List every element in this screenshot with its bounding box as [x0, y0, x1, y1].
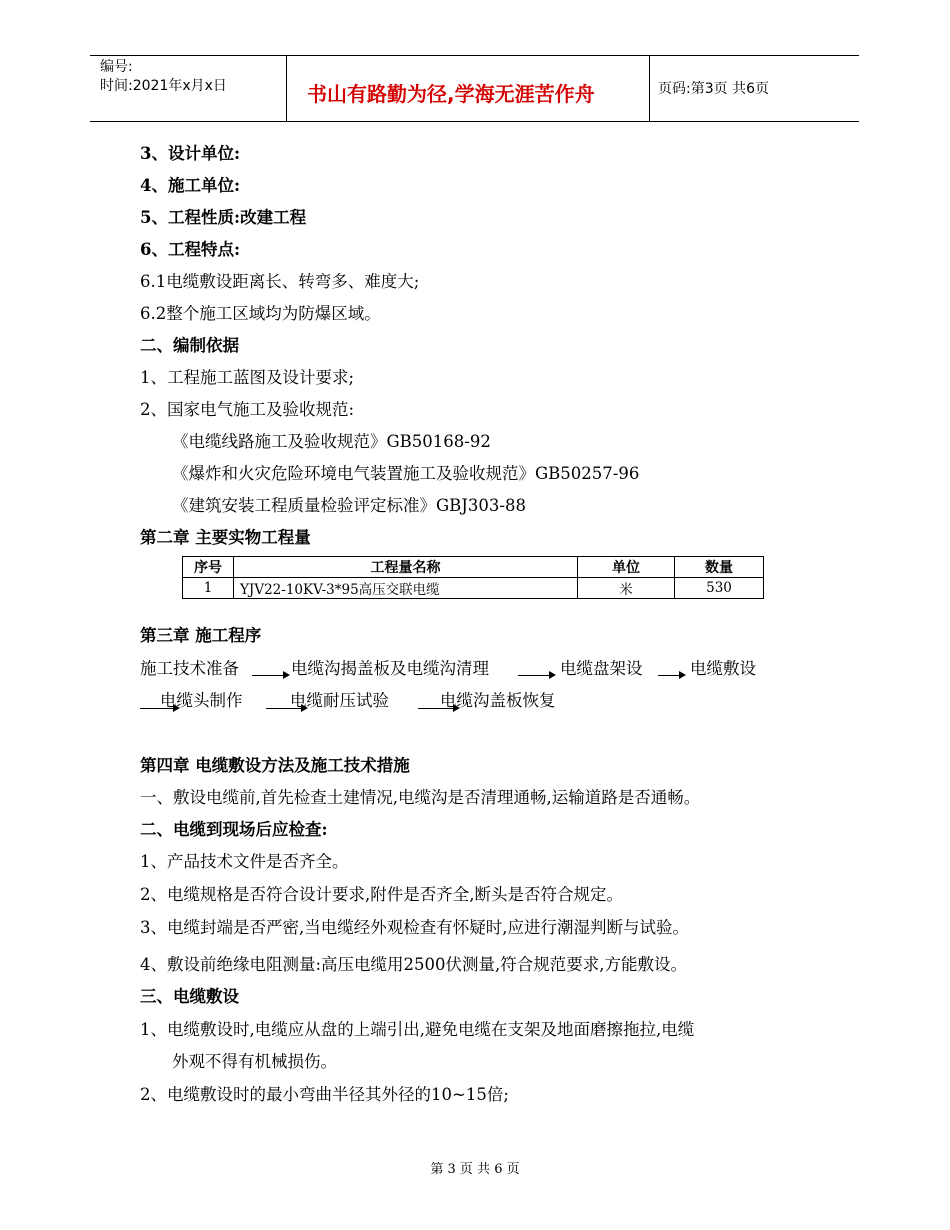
header-top-rule	[90, 55, 859, 56]
header-cell-qty: 数量	[675, 557, 764, 578]
table-row	[183, 578, 764, 599]
header-divider-right	[649, 55, 650, 122]
flow-step-6: 电缆耐压试验	[290, 691, 389, 710]
compile-basis-heading: 二、编制依据	[140, 336, 239, 355]
table-header-row	[183, 557, 764, 578]
construction-unit: 4、施工单位:	[140, 176, 241, 195]
header-divider-left	[286, 55, 287, 122]
chapter-4-section-2: 二、电缆到现场后应检查:	[140, 820, 328, 839]
project-nature: 5、工程性质:改建工程	[140, 208, 307, 227]
basis-1: 1、工程施工蓝图及设计要求;	[140, 368, 355, 387]
laying-item-1-line-1: 1、电缆敷设时,电缆应从盘的上端引出,避免电缆在支架及地面磨擦拖拉,电缆	[140, 1020, 695, 1039]
flow-step-2: 电缆沟揭盖板及电缆沟清理	[291, 659, 489, 678]
standard-gb50168: 《电缆线路施工及验收规范》GB50168-92	[172, 432, 491, 451]
check-item-1: 1、产品技术文件是否齐全。	[140, 852, 349, 871]
chapter-2-title: 第二章 主要实物工程量	[140, 528, 311, 547]
chapter-4-title: 第四章 电缆敷设方法及施工技术措施	[140, 756, 410, 775]
chapter-4-para-1: 一、敷设电缆前,首先检查土建情况,电缆沟是否清理通畅,运输道路是否通畅。	[140, 788, 701, 807]
header-page-number: 页码:第3页 共6页	[658, 81, 769, 97]
standard-gbj303: 《建筑安装工程质量检验评定标准》GBJ303-88	[172, 496, 526, 515]
quantity-table	[182, 556, 764, 599]
project-features: 6、工程特点:	[140, 240, 241, 259]
cell-qty: 530	[675, 578, 764, 599]
flow-step-1: 施工技术准备	[140, 659, 239, 678]
cell-unit: 米	[578, 578, 675, 599]
flow-step-7: 电缆沟盖板恢复	[440, 691, 556, 710]
cell-name: YJV22-10KV-3*95高压交联电缆	[234, 578, 578, 599]
laying-item-1-line-2: 外观不得有机械损伤。	[172, 1052, 337, 1071]
header-serial: 编号:	[100, 59, 133, 75]
basis-2: 2、国家电气施工及验收规范:	[140, 400, 355, 419]
chapter-4-section-3: 三、电缆敷设	[140, 987, 239, 1006]
check-item-4: 4、敷设前绝缘电阻测量:高压电缆用2500伏测量,符合规范要求,方能敷设。	[140, 955, 688, 974]
design-unit: 3、设计单位:	[140, 144, 241, 163]
chapter-3-title: 第三章 施工程序	[140, 626, 262, 645]
header-time: 时间:2021年x月x日	[100, 78, 227, 94]
laying-item-2: 2、电缆敷设时的最小弯曲半径其外径的10~15倍;	[140, 1085, 509, 1104]
feature-6-2: 6.2整个施工区域均为防爆区域。	[140, 304, 381, 323]
check-item-3: 3、电缆封端是否严密,当电缆经外观检查有怀疑时,应进行潮湿判断与试验。	[140, 918, 689, 937]
header-motto: 书山有路勤为径,学海无涯苦作舟	[307, 82, 595, 106]
page-footer: 第 3 页 共 6 页	[430, 1162, 520, 1177]
header-cell-name: 工程量名称	[234, 557, 578, 578]
standard-gb50257: 《爆炸和火灾危险环境电气装置施工及验收规范》GB50257-96	[172, 464, 640, 483]
flow-arrow-1	[252, 675, 288, 676]
flow-step-4: 电缆敷设	[690, 659, 756, 678]
header-cell-unit: 单位	[578, 557, 675, 578]
header-cell-index: 序号	[183, 557, 234, 578]
flow-arrow-3	[658, 675, 684, 676]
flow-step-3: 电缆盘架设	[560, 659, 643, 678]
cell-index: 1	[183, 578, 234, 599]
feature-6-1: 6.1电缆敷设距离长、转弯多、难度大;	[140, 272, 420, 291]
check-item-2: 2、电缆规格是否符合设计要求,附件是否齐全,断头是否符合规定。	[140, 885, 623, 904]
header-bottom-rule	[90, 121, 859, 122]
flow-arrow-2	[518, 675, 554, 676]
flow-step-5: 电缆头制作	[160, 691, 243, 710]
